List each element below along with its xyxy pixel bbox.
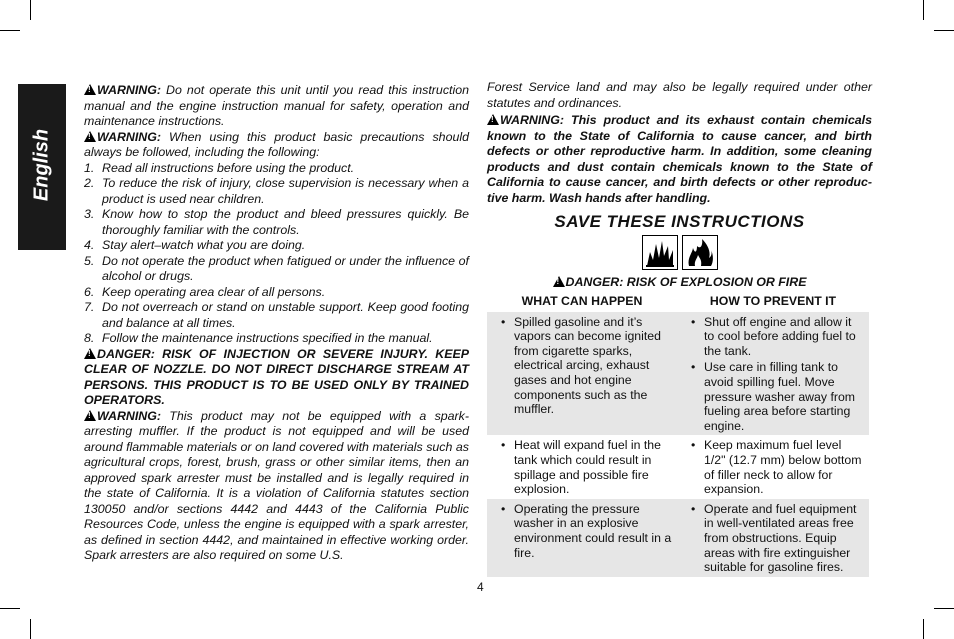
bullet-item: • Use care in filling tank to avoid spilling fuel. Move pressure washer away from fueling area before starting engine. bbox=[691, 360, 865, 433]
list-item-number: 7. bbox=[84, 300, 95, 314]
continued-text: Forest Service land and may also be legally required under other statutes and ordinances. bbox=[487, 80, 872, 110]
danger-injection: !DANGER: RISK OF INJECTION OR SEVERE INJURY. KEEP CLEAR OF NOZZLE. DO NOT DIRECT DISCHARGE STREAM AT PERSONS. THIS PRODUCT IS TO BE USED ONLY BY TRAINED OPERATORS. bbox=[84, 347, 469, 409]
list-item bbox=[84, 300, 469, 331]
list-item-number: 6. bbox=[84, 284, 95, 299]
bullet-item: • Operate and fuel equipment in well-ventilated areas free from obstructions. Equip areas with fire extinguisher suitable for gasoline fires. bbox=[691, 502, 865, 575]
warning-triangle-icon bbox=[84, 131, 96, 142]
hazard-icons bbox=[487, 235, 872, 270]
explosion-icon bbox=[642, 235, 678, 270]
save-instructions-heading: SAVE THESE INSTRUCTIONS bbox=[554, 212, 805, 231]
table-row bbox=[487, 312, 869, 436]
how-cell bbox=[677, 499, 869, 577]
list-item-number: 4. bbox=[84, 238, 95, 252]
list-item bbox=[84, 331, 469, 347]
list-item-text: Read all instructions before using the product. bbox=[102, 160, 355, 175]
table-row bbox=[487, 435, 869, 498]
list-item bbox=[84, 254, 469, 285]
fire-icon bbox=[682, 235, 718, 270]
bullet-item: • Shut off engine and allow it to cool before adding fuel to the tank. bbox=[691, 315, 865, 359]
how-cell bbox=[677, 435, 869, 498]
hazard-table bbox=[487, 292, 869, 577]
warning-triangle-icon bbox=[84, 348, 96, 359]
how-cell bbox=[677, 312, 869, 436]
safety-steps-list bbox=[84, 161, 469, 347]
list-item-number: 8. bbox=[84, 331, 95, 345]
list-item bbox=[84, 238, 469, 254]
crop-mark bbox=[934, 30, 954, 31]
crop-mark bbox=[934, 608, 954, 609]
warning-chemicals: !WARNING: This product and its exhaust contain chemicals known to the State of California to cause cancer, and birth defects or other reproductive harm. In addition, some cleaning products and dust contain chemicals known to the State of California to cause cancer, and birth defects or other reproduc-tive harm. Wash hands after handling. bbox=[487, 113, 872, 206]
list-item-text: Keep operating area clear of all persons. bbox=[102, 284, 326, 299]
danger-explosion-heading: !DANGER: RISK OF EXPLOSION OR FIRE bbox=[487, 275, 872, 291]
what-cell bbox=[487, 499, 677, 577]
crop-mark bbox=[0, 608, 20, 609]
crop-mark bbox=[0, 30, 20, 31]
list-item bbox=[84, 176, 469, 207]
list-item-number: 5. bbox=[84, 253, 95, 268]
warning-triangle-icon bbox=[553, 276, 565, 287]
bullet-item: • Heat will expand fuel in the tank which could result in spillage and possible fire explosion. bbox=[501, 438, 673, 496]
column-header-what: WHAT CAN HAPPEN bbox=[487, 292, 677, 312]
page-number: 4 bbox=[477, 580, 484, 594]
what-cell bbox=[487, 435, 677, 498]
list-item-text: Follow the maintenance instructions specified in the manual. bbox=[102, 331, 433, 345]
warning-triangle-icon bbox=[84, 410, 96, 421]
crop-mark bbox=[30, 0, 31, 20]
list-item-text: Do not overreach or stand on unstable support. Keep good footing and balance at all times. bbox=[102, 300, 469, 330]
table-row bbox=[487, 499, 869, 577]
language-tab-label: English bbox=[30, 128, 53, 202]
list-item-number: 1. bbox=[84, 160, 95, 175]
crop-mark bbox=[923, 0, 924, 20]
list-item-text: Stay alert–watch what you are doing. bbox=[102, 238, 306, 252]
warning-triangle-icon bbox=[84, 84, 96, 95]
list-item-number: 3. bbox=[84, 207, 95, 221]
bullet-item: • Spilled gasoline and it’s vapors can become ignited from cigarette sparks, electrical arcing, exhaust gases and hot engine components such as the muffler. bbox=[501, 315, 673, 417]
list-item-text: To reduce the risk of injury, close supervision is necessary when a product is used near children. bbox=[102, 176, 469, 206]
right-column bbox=[487, 80, 872, 577]
list-item-number: 2. bbox=[84, 176, 95, 190]
crop-mark bbox=[30, 619, 31, 639]
bullet-item: • Keep maximum fuel level 1/2" (12.7 mm) below bottom of filler neck to allow for expansion. bbox=[691, 438, 865, 496]
left-column bbox=[84, 83, 469, 564]
warning-read-manual: !WARNING: Do not operate this unit until you read this instruction manual and the engine instruction manual for safety, operation and maintenance instructions. bbox=[84, 83, 469, 130]
warning-precautions: !WARNING: When using this product basic precautions should always be followed, including the following: bbox=[84, 130, 469, 161]
list-item bbox=[84, 285, 469, 301]
crop-mark bbox=[923, 619, 924, 639]
what-cell bbox=[487, 312, 677, 436]
list-item bbox=[84, 161, 469, 177]
warning-triangle-icon bbox=[487, 114, 499, 125]
column-header-how: HOW TO PREVENT IT bbox=[677, 292, 869, 312]
warning-spark-arrester: !WARNING: This product may not be equipped with a spark-arresting muffler. If the product is not equipped and will be used around flammable materials or on land covered with materials such as agricultural crops, forest, brush, grass or other similar items, then an approved spark arrester must be installed and is legally required in the state of California. It is a violation of California statutes section 130050 and/or sections 4442 and 4443 of the California Public Resources Code, unless the engine is equipped with a spark arrester, as defined in section 4442, and maintained in effective working order. Spark arresters are also required on some U.S. bbox=[84, 409, 469, 564]
bullet-item: • Operating the pressure washer in an explosive environment could result in a fire. bbox=[501, 502, 673, 560]
list-item bbox=[84, 207, 469, 238]
list-item-text: Know how to stop the product and bleed pressures quickly. Be thoroughly familiar with the controls. bbox=[102, 207, 469, 237]
list-item-text: Do not operate the product when fatigued or under the influence of alcohol or drugs. bbox=[102, 253, 469, 283]
